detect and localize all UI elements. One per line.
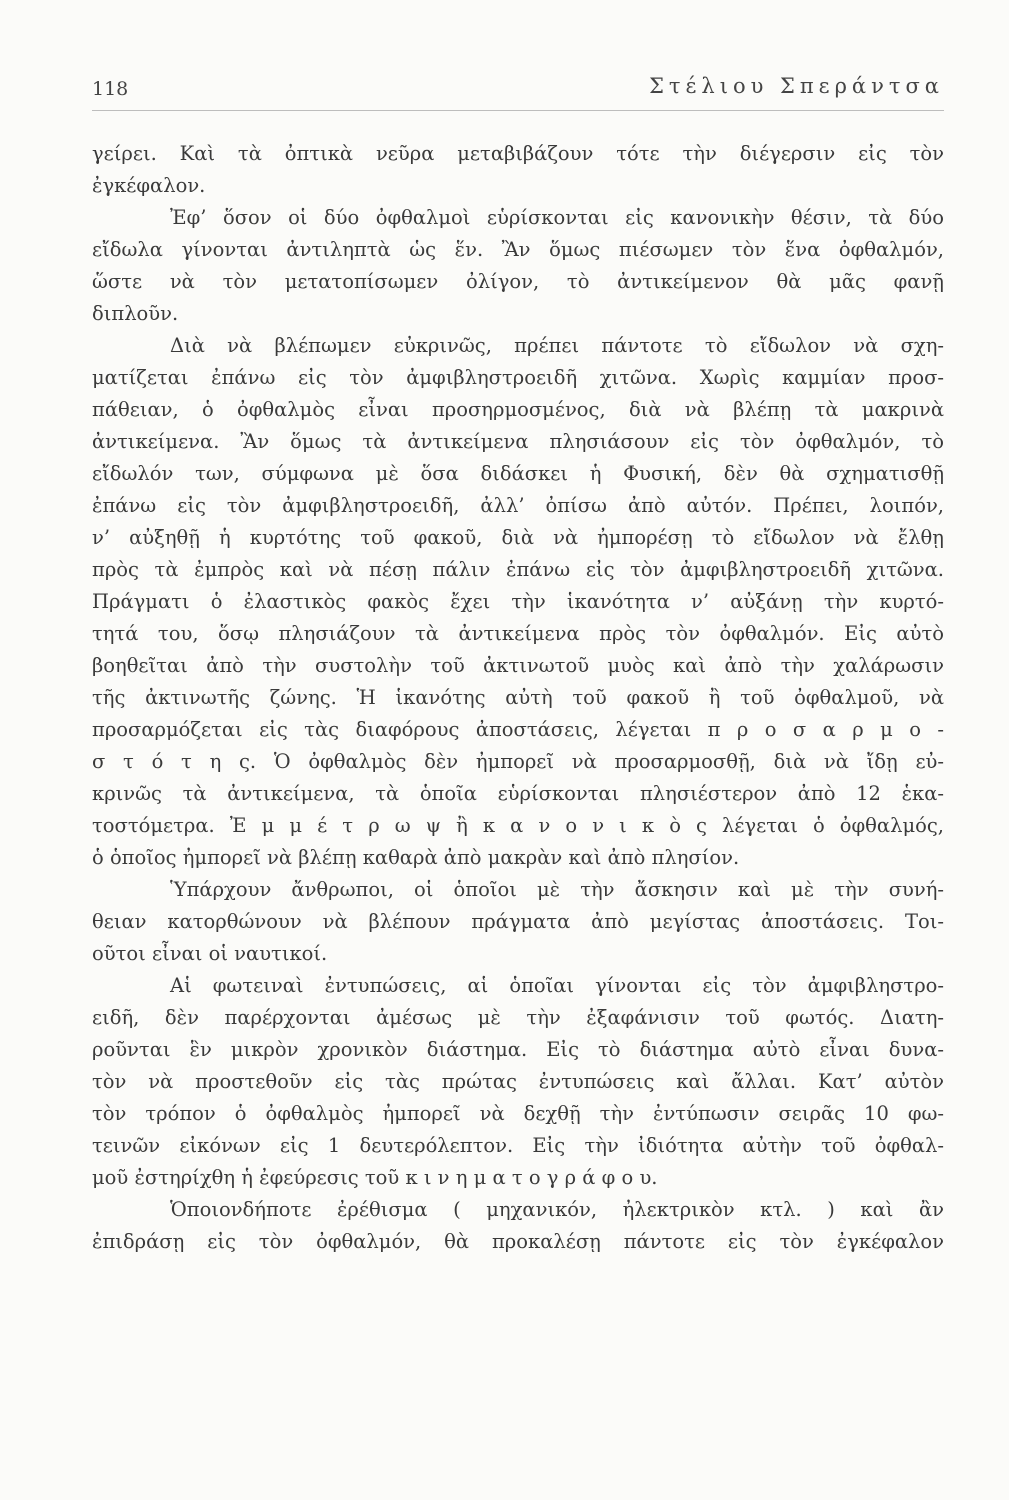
text-line: Ὑπάρχουν ἄνθρωποι, οἱ ὁποῖοι μὲ τὴν ἄσκησιν καὶ μὲ τὴν συνή- (170, 878, 944, 901)
running-head: Στέλιου Σπεράντσα (649, 74, 944, 98)
text-line: προσαρμόζεται εἰς τὰς διαφόρους ἀποστάσεις, λέγεται π ρ ο σ α ρ μ ο - (92, 718, 944, 741)
text-line: ἀντικείμενα. Ἂν ὅμως τὰ ἀντικείμενα πλησιάσουν εἰς τὸν ὀφθαλμόν, τὸ (92, 430, 944, 453)
text-line: τοστόμετρα. Ἐ μ μ έ τ ρ ω ψ ἢ κ α ν ο ν ι κ ὸ ς λέγεται ὁ ὀφθαλμός, (92, 814, 944, 837)
text-line: ειδῆ, δὲν παρέρχονται ἀμέσως μὲ τὴν ἐξαφάνισιν τοῦ φωτός. Διατη- (92, 1006, 944, 1029)
text-line: ροῦνται ἓν μικρὸν χρονικὸν διάστημα. Εἰς τὸ διάστημα αὐτὸ εἶναι δυνα- (92, 1038, 944, 1061)
text-line: ὁ ὁποῖος ἠμπορεῖ νὰ βλέπῃ καθαρὰ ἀπὸ μακρὰν καὶ ἀπὸ πλησίον. (92, 846, 740, 869)
text-line: ματίζεται ἐπάνω εἰς τὸν ἀμφιβληστροειδῆ χιτῶνα. Χωρὶς καμμίαν προσ- (92, 366, 944, 389)
text-line: πάθειαν, ὁ ὀφθαλμὸς εἶναι προσηρμοσμένος, διὰ νὰ βλέπῃ τὰ μακρινὰ (92, 398, 944, 421)
text-line: διπλοῦν. (92, 302, 179, 325)
text-line: Πράγματι ὁ ἐλαστικὸς φακὸς ἔχει τὴν ἱκανότητα ν’ αὐξάνῃ τὴν κυρτό- (92, 590, 944, 613)
text-line: Αἱ φωτειναὶ ἐντυπώσεις, αἱ ὁποῖαι γίνονται εἰς τὸν ἀμφιβληστρο- (170, 974, 944, 997)
text-line: Διὰ νὰ βλέπωμεν εὐκρινῶς, πρέπει πάντοτε τὸ εἴδωλον νὰ σχη- (170, 334, 944, 357)
text-line: εἴδωλα γίνονται ἀντιληπτὰ ὡς ἕν. Ἂν ὅμως πιέσωμεν τὸν ἕνα ὀφθαλμόν, (92, 238, 944, 261)
text-line: ἐγκέφαλον. (92, 174, 206, 197)
text-line: εἴδωλόν των, σύμφωνα μὲ ὅσα διδάσκει ἡ Φυσική, δὲν θὰ σχηματισθῇ (92, 462, 944, 485)
text-line: ν’ αὐξηθῇ ἡ κυρτότης τοῦ φακοῦ, διὰ νὰ ἠμπορέσῃ τὸ εἴδωλον νὰ ἔλθῃ (92, 526, 944, 549)
text-line: ἐπιδράσῃ εἰς τὸν ὀφθαλμόν, θὰ προκαλέσῃ πάντοτε εἰς τὸν ἐγκέφαλον (92, 1230, 944, 1253)
text-line: βοηθεῖται ἀπὸ τὴν συστολὴν τοῦ ἀκτινωτοῦ μυὸς καὶ ἀπὸ τὴν χαλάρωσιν (92, 654, 944, 677)
text-line: μοῦ ἐστηρίχθη ἡ ἐφεύρεσις τοῦ κ ι ν η μ α τ ο γ ρ ά φ ο υ. (92, 1166, 658, 1189)
text-line: τῆς ἀκτινωτῆς ζώνης. Ἡ ἱκανότης αὐτὴ τοῦ φακοῦ ἢ τοῦ ὀφθαλμοῦ, νὰ (92, 686, 944, 709)
text-line: κρινῶς τὰ ἀντικείμενα, τὰ ὁποῖα εὑρίσκονται πλησιέστερον ἀπὸ 12 ἑκα- (92, 782, 944, 805)
header-rule (92, 110, 944, 111)
text-line: τὸν νὰ προστεθοῦν εἰς τὰς πρώτας ἐντυπώσεις καὶ ἄλλαι. Κατ’ αὐτὸν (92, 1070, 944, 1093)
page-header (92, 72, 944, 112)
text-line: Ὁποιονδήποτε ἐρέθισμα ( μηχανικόν, ἠλεκτρικὸν κτλ. ) καὶ ἂν (170, 1198, 944, 1221)
text-line: ἐπάνω εἰς τὸν ἀμφιβληστροειδῆ, ἀλλ’ ὀπίσω ἀπὸ αὐτόν. Πρέπει, λοιπόν, (92, 494, 944, 517)
text-line: γείρει. Καὶ τὰ ὀπτικὰ νεῦρα μεταβιβάζουν τότε τὴν διέγερσιν εἰς τὸν (92, 142, 944, 165)
body-text (92, 138, 944, 1258)
text-line: οῦτοι εἶναι οἱ ναυτικοί. (92, 942, 328, 965)
text-line: τητά του, ὅσῳ πλησιάζουν τὰ ἀντικείμενα πρὸς τὸν ὀφθαλμόν. Εἰς αὐτὸ (92, 622, 944, 645)
text-line: τεινῶν εἰκόνων εἰς 1 δευτερόλεπτον. Εἰς τὴν ἰδιότητα αὐτὴν τοῦ ὀφθαλ- (92, 1134, 944, 1157)
text-line: σ τ ό τ η ς. Ὁ ὀφθαλμὸς δὲν ἠμπορεῖ νὰ προσαρμοσθῇ, διὰ νὰ ἴδῃ εὐ- (92, 750, 944, 773)
text-line: Ἐφ’ ὅσον οἱ δύο ὀφθαλμοὶ εὑρίσκονται εἰς κανονικὴν θέσιν, τὰ δύο (170, 206, 944, 229)
page-number: 118 (92, 78, 129, 100)
text-line: θειαν κατορθώνουν νὰ βλέπουν πράγματα ἀπὸ μεγίστας ἀποστάσεις. Τοι- (92, 910, 944, 933)
text-line: πρὸς τὰ ἐμπρὸς καὶ νὰ πέσῃ πάλιν ἐπάνω εἰς τὸν ἀμφιβληστροειδῆ χιτῶνα. (92, 558, 944, 581)
text-line: τὸν τρόπον ὁ ὀφθαλμὸς ἠμπορεῖ νὰ δεχθῇ τὴν ἐντύπωσιν σειρᾶς 10 φω- (92, 1102, 944, 1125)
text-line: ὥστε νὰ τὸν μετατοπίσωμεν ὀλίγον, τὸ ἀντικείμενον θὰ μᾶς φανῇ (92, 270, 944, 293)
